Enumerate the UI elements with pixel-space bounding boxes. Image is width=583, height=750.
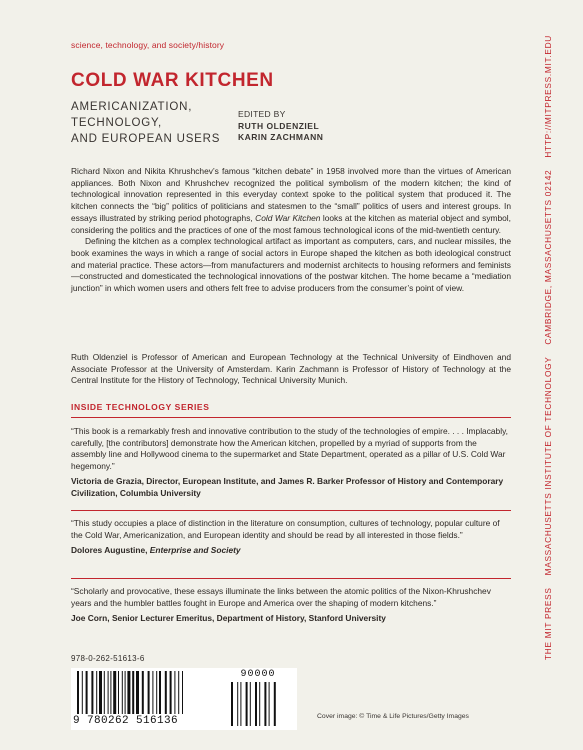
- barcode-bar: [250, 682, 251, 726]
- barcode-bar: [182, 671, 183, 714]
- barcode-bar: [165, 671, 167, 714]
- barcode-bar: [264, 682, 266, 726]
- barcode-bar: [132, 671, 134, 714]
- barcode-bar: [82, 671, 83, 714]
- barcode-bar: [148, 671, 150, 714]
- subtitle-line: TECHNOLOGY,: [71, 117, 163, 129]
- barcode-bar: [246, 682, 248, 726]
- editor-name: RUTH OLDENZIEL: [238, 120, 320, 131]
- spine-text-block: [541, 35, 555, 660]
- book-title-inline: Cold War Kitchen: [255, 212, 321, 223]
- attribution-name: Dolores Augustine,: [71, 545, 148, 556]
- editors-bio: Ruth Oldenziel is Professor of American and European Technology at the Technical University of Eindhoven and Associate Professor at the University of Amsterdam. Karin Zachmann is Professor of History of Technology at the Central Institute for the History of Technology, Technical University Munich.: [71, 352, 511, 386]
- barcode-bar: [178, 671, 179, 714]
- barcode-bar: [152, 671, 153, 714]
- barcode-bar: [99, 671, 102, 714]
- barcode-digits: 9 780262 516136: [71, 715, 221, 729]
- divider: [71, 417, 511, 418]
- barcode-bar: [96, 671, 97, 714]
- barcode-bar: [255, 682, 257, 726]
- spine-publisher: THE MIT PRESS: [543, 587, 553, 660]
- barcode-bar: [231, 682, 233, 726]
- barcode-bar: [127, 671, 130, 714]
- book-title: COLD WAR KITCHEN: [71, 70, 274, 91]
- spine-address: CAMBRIDGE, MASSACHUSETTS 02142: [543, 169, 553, 345]
- barcode-price-code: 90000: [240, 669, 276, 680]
- subtitle-line: AMERICANIZATION,: [71, 101, 193, 113]
- divider: [71, 510, 511, 511]
- book-description: [71, 166, 511, 295]
- cover-credit: Cover image: © Time & Life Pictures/Getty Images: [317, 713, 469, 720]
- description-paragraph: Defining the kitchen as a complex technological artifact as important as computers, cars, and nuclear missiles, the book examines the ways in which a range of social actors in Europe shaped the kitchen as both ideological construct and material practice. These actors—from manufacturers and modernist architects to housing reformers and feminists—constructed and domesticated the technological innovations of the postwar kitchen. The home became a “mediation junction” in which women users and others felt free to advise producers from the consumer’s point of view.: [71, 236, 511, 294]
- barcode-bar: [108, 671, 109, 714]
- barcode-bar: [118, 671, 119, 714]
- spine-text: [543, 35, 553, 660]
- barcode-bar: [77, 671, 79, 714]
- spine-institute: MASSACHUSETTS INSTITUTE OF TECHNOLOGY: [543, 356, 553, 576]
- isbn: 978-0-262-51613-6: [71, 654, 145, 663]
- barcode-bar: [125, 671, 126, 714]
- barcode-bar: [240, 682, 241, 726]
- quote-text: “Scholarly and provocative, these essays illuminate the links between the atomic politics of the Nixon-Khrushchev years and the humbler battles fought in Europe and America over the shaping of modern kitchens.”: [71, 586, 491, 608]
- series-tag: science, technology, and society/history: [71, 40, 225, 50]
- blurb-quote: [71, 426, 511, 500]
- barcode-bar: [156, 671, 157, 714]
- barcode-bar: [136, 671, 139, 714]
- barcode-bar: [86, 671, 88, 714]
- quote-attribution: Joe Corn, Senior Lecturer Emeritus, Department of History, Stanford University: [71, 613, 386, 624]
- attribution-source: Enterprise and Society: [149, 545, 241, 556]
- barcode-bar: [122, 671, 123, 714]
- barcode-bar: [170, 671, 172, 714]
- barcode-bar: [104, 671, 105, 714]
- description-paragraph: Richard Nixon and Nikita Khrushchev’s famous “kitchen debate” in 1958 involved more than the virtues of American appliances. Both Nixon and Khrushchev recognized the political symbolism of the modern kitchen; the kind of technological innovation represented in this everyday context spoke to the political system that produced it. The kitchen connects the “big” politics of politicians and statesmen to the “small” politics of users and interest groups. In essays illustrated by striking period photographs, Cold War Kitchen looks at the kitchen as material object and symbol, considering the politics and the practices of one of the most famous technological icons of the mid-twentieth century.: [71, 166, 511, 235]
- barcode: [71, 668, 297, 730]
- book-subtitle: [71, 99, 220, 147]
- editors-label: EDITED BY: [238, 109, 286, 119]
- barcode-bar: [269, 682, 270, 726]
- barcode-bar: [174, 671, 175, 714]
- subtitle-line: AND EUROPEAN USERS: [71, 133, 221, 145]
- quote-attribution: Victoria de Grazia, Director, European Institute, and James R. Barker Professor of History and Contemporary Civilization, Columbia University: [71, 476, 504, 498]
- barcode-bar: [237, 682, 238, 726]
- barcode-bar: [274, 682, 276, 726]
- barcode-bar: [91, 671, 93, 714]
- barcode-bar: [159, 671, 161, 714]
- blurb-quote: [71, 518, 511, 557]
- quote-text: “This study occupies a place of distinction in the literature on consumption, cultures of technology, popular culture of the Cold War, Americanization, and European identity and should be read by all interested in those fields.”: [71, 518, 500, 540]
- divider: [71, 578, 511, 579]
- barcode-bar: [113, 671, 116, 714]
- editor-name: KARIN ZACHMANN: [238, 132, 324, 142]
- barcode-bar: [142, 671, 144, 714]
- barcode-bar: [110, 671, 111, 714]
- editors-block: [238, 109, 323, 144]
- series-heading: INSIDE TECHNOLOGY SERIES: [71, 402, 210, 412]
- spine-url: HTTP://MITPRESS.MIT.EDU: [543, 35, 553, 158]
- blurb-quote: [71, 586, 511, 625]
- quote-text: “This book is a remarkably fresh and innovative contribution to the study of the technologies of empire. . . . Implacably, carefully, [the contributors] demonstrate how the American kitchen, propelled by a myriad of supports from the assembly line and Hollywood cinema to the supermarket and State Department, operated as a pillar of U.S. Cold War hegemony.”: [71, 426, 508, 471]
- barcode-bar: [259, 682, 260, 726]
- quote-attribution: [71, 545, 511, 557]
